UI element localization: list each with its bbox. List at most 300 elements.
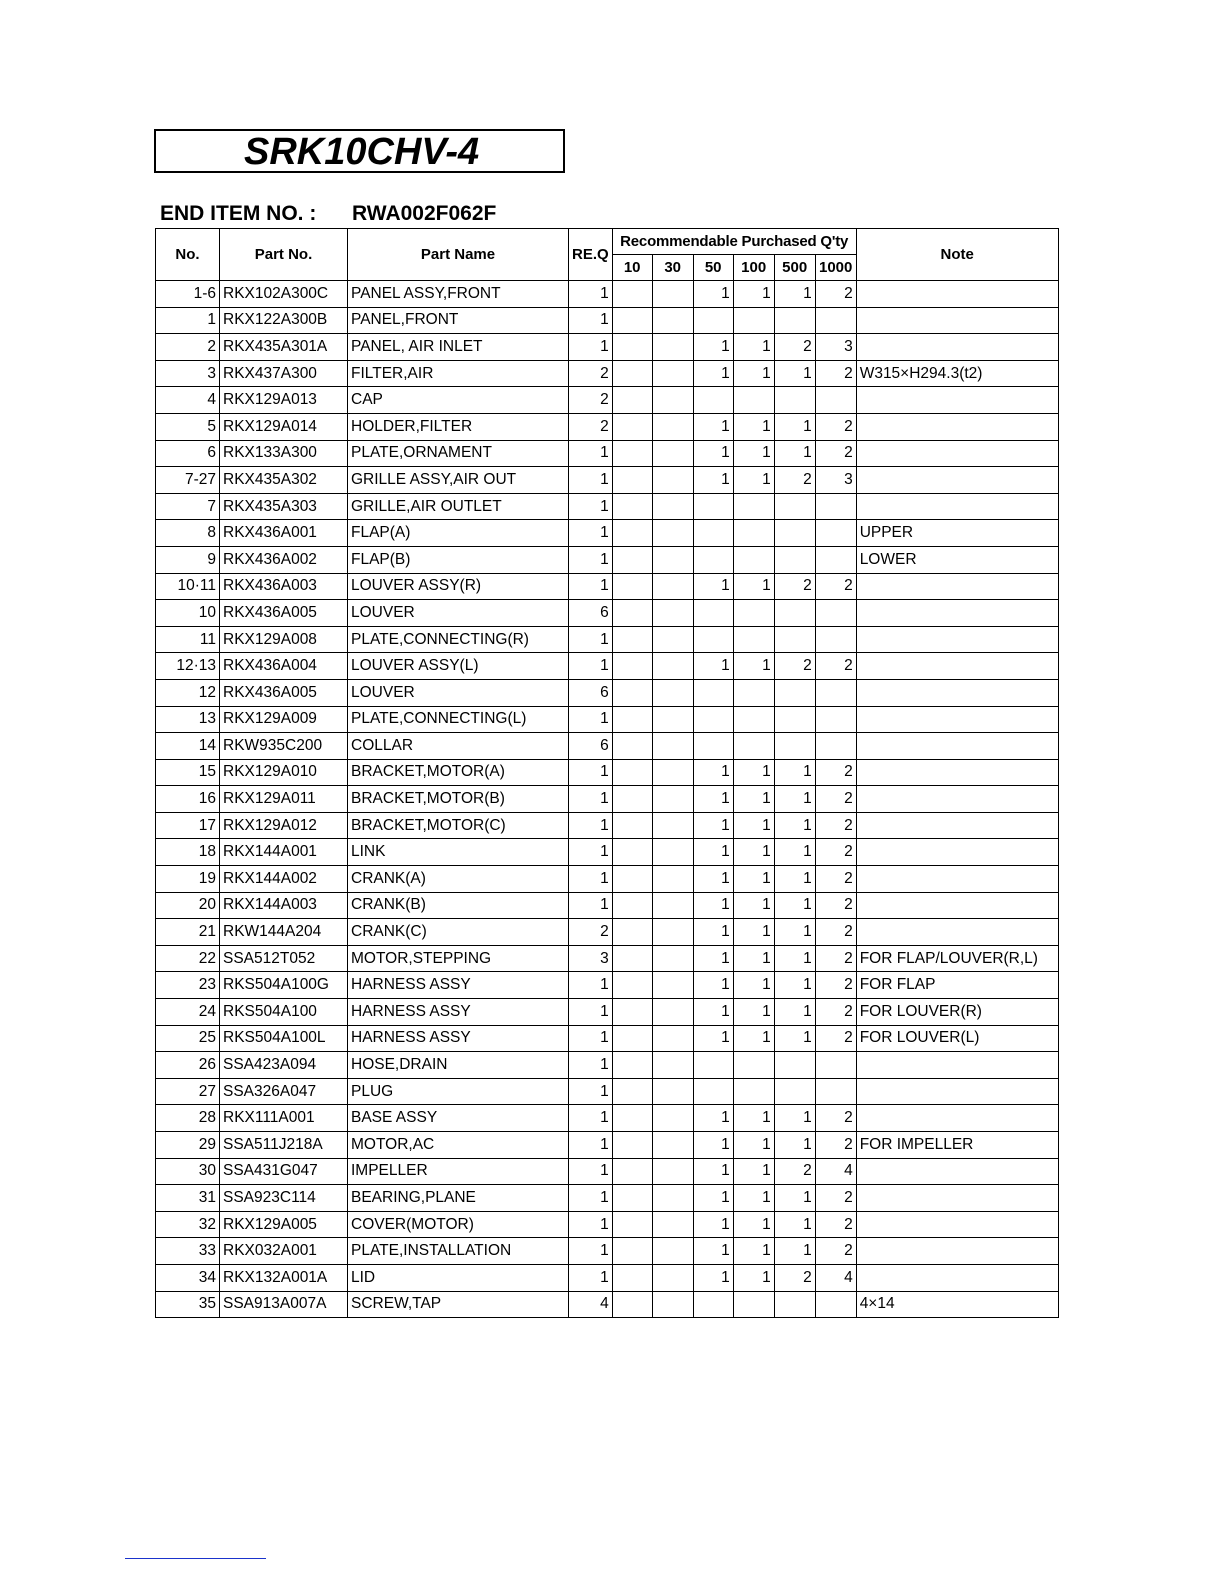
cell-qty-50: 1 [693,1264,733,1291]
table-row [156,281,1059,308]
cell-part-name: COLLAR [348,733,569,760]
cell-qty-10 [612,1238,652,1265]
cell-req: 1 [569,1185,613,1212]
cell-part-no: RKW935C200 [220,733,348,760]
table-row [156,626,1059,653]
cell-qty-100: 1 [733,1238,774,1265]
cell-qty-30 [652,1025,693,1052]
cell-qty-100: 1 [733,281,774,308]
cell-note [856,1105,1058,1132]
cell-part-name: PANEL,FRONT [348,307,569,334]
cell-qty-100 [733,520,774,547]
cell-qty-50: 1 [693,413,733,440]
cell-qty-500: 2 [774,467,815,494]
cell-part-no: RKX111A001 [220,1105,348,1132]
cell-qty-30 [652,866,693,893]
cell-part-name: HOSE,DRAIN [348,1052,569,1079]
cell-part-name: LOUVER [348,679,569,706]
cell-qty-10 [612,812,652,839]
cell-note [856,1158,1058,1185]
cell-qty-500: 1 [774,1132,815,1159]
cell-qty-100: 1 [733,413,774,440]
cell-no: 12 [156,679,220,706]
cell-note [856,307,1058,334]
cell-qty-30 [652,1211,693,1238]
cell-note [856,281,1058,308]
table-row [156,493,1059,520]
cell-note [856,759,1058,786]
cell-qty-10 [612,1105,652,1132]
cell-no: 16 [156,786,220,813]
cell-qty-1000: 2 [815,1211,856,1238]
cell-note [856,866,1058,893]
cell-no: 7 [156,493,220,520]
cell-qty-500 [774,520,815,547]
cell-part-no: SSA326A047 [220,1078,348,1105]
cell-qty-500: 1 [774,812,815,839]
cell-part-name: FILTER,AIR [348,360,569,387]
cell-part-no: RKS504A100G [220,972,348,999]
cell-qty-30 [652,387,693,414]
cell-qty-50: 1 [693,1211,733,1238]
table-row [156,733,1059,760]
end-item-value: RWA002F062F [352,202,497,225]
cell-note [856,679,1058,706]
cell-req: 1 [569,812,613,839]
cell-note: FOR FLAP [856,972,1058,999]
cell-qty-100: 1 [733,759,774,786]
cell-qty-500 [774,493,815,520]
cell-qty-10 [612,573,652,600]
cell-req: 1 [569,1238,613,1265]
cell-qty-500 [774,600,815,627]
cell-req: 1 [569,1158,613,1185]
table-row [156,360,1059,387]
cell-qty-1000 [815,706,856,733]
table-row [156,573,1059,600]
cell-req: 1 [569,307,613,334]
cell-req: 2 [569,919,613,946]
cell-no: 7-27 [156,467,220,494]
table-row [156,334,1059,361]
cell-note [856,493,1058,520]
table-row [156,467,1059,494]
cell-qty-100: 1 [733,892,774,919]
cell-part-name: PLATE,ORNAMENT [348,440,569,467]
cell-no: 6 [156,440,220,467]
cell-part-no: RKX132A001A [220,1264,348,1291]
cell-no: 1-6 [156,281,220,308]
cell-req: 1 [569,573,613,600]
cell-qty-500: 1 [774,866,815,893]
cell-qty-500 [774,387,815,414]
cell-req: 1 [569,866,613,893]
cell-req: 1 [569,892,613,919]
cell-part-name: IMPELLER [348,1158,569,1185]
cell-req: 1 [569,546,613,573]
cell-qty-1000 [815,600,856,627]
cell-qty-30 [652,573,693,600]
cell-part-no: RKX436A005 [220,679,348,706]
cell-qty-500: 1 [774,972,815,999]
cell-note [856,892,1058,919]
cell-qty-50: 1 [693,467,733,494]
cell-qty-30 [652,1291,693,1318]
cell-qty-10 [612,546,652,573]
cell-note [856,786,1058,813]
cell-part-no: RKX129A011 [220,786,348,813]
cell-qty-1000 [815,1052,856,1079]
cell-qty-10 [612,892,652,919]
cell-no: 20 [156,892,220,919]
cell-no: 23 [156,972,220,999]
cell-note [856,1211,1058,1238]
cell-part-no: RKX436A002 [220,546,348,573]
cell-req: 1 [569,440,613,467]
cell-qty-500: 2 [774,573,815,600]
cell-note [856,706,1058,733]
cell-qty-100: 1 [733,1264,774,1291]
table-row [156,1105,1059,1132]
cell-part-name: BEARING,PLANE [348,1185,569,1212]
cell-qty-10 [612,413,652,440]
cell-qty-1000: 2 [815,281,856,308]
cell-part-no: RKX032A001 [220,1238,348,1265]
header-qty-1000: 1000 [815,255,856,281]
cell-req: 1 [569,281,613,308]
cell-qty-500 [774,706,815,733]
cell-qty-100: 1 [733,440,774,467]
cell-part-no: RKS504A100 [220,999,348,1026]
cell-qty-10 [612,626,652,653]
cell-qty-500: 1 [774,1025,815,1052]
cell-qty-100: 1 [733,1158,774,1185]
cell-qty-10 [612,679,652,706]
cell-note: FOR FLAP/LOUVER(R,L) [856,945,1058,972]
model-title: SRK10CHV-4 [244,131,480,173]
cell-part-name: LOUVER ASSY(R) [348,573,569,600]
cell-qty-1000: 2 [815,1025,856,1052]
cell-no: 1 [156,307,220,334]
cell-note: FOR LOUVER(R) [856,999,1058,1026]
cell-qty-50: 1 [693,573,733,600]
cell-note [856,1078,1058,1105]
cell-qty-100: 1 [733,334,774,361]
cell-part-no: RKX144A003 [220,892,348,919]
cell-qty-30 [652,706,693,733]
cell-qty-30 [652,839,693,866]
cell-req: 1 [569,1132,613,1159]
cell-note [856,334,1058,361]
cell-req: 1 [569,1264,613,1291]
cell-no: 33 [156,1238,220,1265]
cell-note: FOR LOUVER(L) [856,1025,1058,1052]
cell-qty-10 [612,945,652,972]
cell-qty-30 [652,1264,693,1291]
table-row [156,653,1059,680]
cell-qty-50 [693,706,733,733]
cell-part-no: RKW144A204 [220,919,348,946]
cell-qty-50: 1 [693,334,733,361]
cell-qty-50 [693,387,733,414]
cell-qty-500: 2 [774,1264,815,1291]
cell-req: 1 [569,1078,613,1105]
cell-qty-10 [612,493,652,520]
cell-no: 2 [156,334,220,361]
cell-qty-500: 1 [774,919,815,946]
cell-part-name: GRILLE,AIR OUTLET [348,493,569,520]
cell-qty-500: 1 [774,1185,815,1212]
cell-qty-1000: 2 [815,759,856,786]
cell-qty-30 [652,1132,693,1159]
cell-qty-50: 1 [693,653,733,680]
cell-note: FOR IMPELLER [856,1132,1058,1159]
cell-qty-50: 1 [693,360,733,387]
cell-qty-500: 2 [774,334,815,361]
cell-part-no: RKX436A005 [220,600,348,627]
cell-qty-30 [652,600,693,627]
cell-qty-10 [612,706,652,733]
cell-part-no: RKX436A004 [220,653,348,680]
cell-no: 4 [156,387,220,414]
cell-qty-1000: 2 [815,1132,856,1159]
cell-qty-50: 1 [693,1105,733,1132]
cell-no: 3 [156,360,220,387]
cell-no: 31 [156,1185,220,1212]
cell-note [856,919,1058,946]
cell-req: 6 [569,600,613,627]
cell-qty-500 [774,626,815,653]
cell-qty-1000 [815,546,856,573]
cell-qty-100 [733,600,774,627]
cell-note [856,812,1058,839]
cell-qty-30 [652,626,693,653]
cell-no: 13 [156,706,220,733]
cell-qty-10 [612,600,652,627]
cell-qty-100 [733,733,774,760]
cell-qty-100: 1 [733,360,774,387]
cell-qty-100: 1 [733,945,774,972]
cell-qty-500: 2 [774,653,815,680]
cell-part-name: BRACKET,MOTOR(C) [348,812,569,839]
cell-qty-500: 1 [774,999,815,1026]
cell-no: 35 [156,1291,220,1318]
cell-qty-10 [612,334,652,361]
cell-no: 9 [156,546,220,573]
cell-qty-50: 1 [693,812,733,839]
cell-qty-10 [612,786,652,813]
cell-qty-100: 1 [733,573,774,600]
cell-qty-50 [693,1078,733,1105]
cell-part-no: RKX129A008 [220,626,348,653]
cell-part-no: RKX102A300C [220,281,348,308]
end-item-label: END ITEM NO. : [160,202,317,225]
table-row [156,786,1059,813]
cell-note [856,1238,1058,1265]
cell-qty-50 [693,1052,733,1079]
cell-qty-30 [652,892,693,919]
cell-qty-1000: 2 [815,653,856,680]
cell-req: 2 [569,360,613,387]
table-row [156,892,1059,919]
table-row [156,866,1059,893]
cell-qty-1000: 2 [815,413,856,440]
cell-qty-30 [652,919,693,946]
cell-qty-50: 1 [693,945,733,972]
table-row [156,706,1059,733]
cell-qty-30 [652,307,693,334]
cell-qty-100: 1 [733,786,774,813]
cell-qty-1000: 2 [815,945,856,972]
cell-qty-100 [733,1291,774,1318]
cell-qty-10 [612,919,652,946]
cell-no: 14 [156,733,220,760]
cell-qty-50 [693,520,733,547]
table-row [156,387,1059,414]
cell-note [856,413,1058,440]
cell-qty-30 [652,493,693,520]
cell-qty-30 [652,999,693,1026]
cell-req: 1 [569,786,613,813]
table-row [156,1211,1059,1238]
cell-qty-30 [652,972,693,999]
cell-qty-50: 1 [693,786,733,813]
cell-qty-500: 1 [774,360,815,387]
cell-qty-100 [733,679,774,706]
cell-qty-100: 1 [733,1132,774,1159]
cell-qty-30 [652,1078,693,1105]
cell-qty-1000 [815,387,856,414]
cell-qty-50: 1 [693,281,733,308]
cell-no: 29 [156,1132,220,1159]
cell-req: 1 [569,334,613,361]
cell-qty-10 [612,972,652,999]
cell-part-name: GRILLE ASSY,AIR OUT [348,467,569,494]
cell-no: 24 [156,999,220,1026]
cell-qty-500 [774,1291,815,1318]
cell-qty-10 [612,1025,652,1052]
cell-req: 1 [569,1105,613,1132]
cell-qty-30 [652,1105,693,1132]
cell-qty-100: 1 [733,839,774,866]
cell-qty-10 [612,1185,652,1212]
cell-req: 1 [569,1025,613,1052]
cell-no: 30 [156,1158,220,1185]
cell-qty-50: 1 [693,892,733,919]
cell-qty-30 [652,467,693,494]
cell-qty-30 [652,281,693,308]
cell-qty-1000 [815,679,856,706]
cell-req: 1 [569,972,613,999]
cell-no: 11 [156,626,220,653]
cell-qty-10 [612,307,652,334]
cell-req: 1 [569,653,613,680]
cell-qty-500: 1 [774,281,815,308]
table-row [156,546,1059,573]
cell-qty-30 [652,334,693,361]
cell-req: 1 [569,759,613,786]
cell-qty-100: 1 [733,972,774,999]
cell-qty-1000 [815,733,856,760]
table-row [156,999,1059,1026]
cell-qty-500: 1 [774,945,815,972]
table-row [156,1052,1059,1079]
table-row [156,945,1059,972]
cell-part-name: HARNESS ASSY [348,972,569,999]
cell-qty-100 [733,493,774,520]
table-row [156,1264,1059,1291]
cell-req: 1 [569,1211,613,1238]
cell-no: 19 [156,866,220,893]
cell-part-no: RKX435A301A [220,334,348,361]
cell-qty-1000: 2 [815,786,856,813]
cell-no: 5 [156,413,220,440]
cell-note [856,467,1058,494]
cell-qty-1000: 2 [815,972,856,999]
cell-part-no: RKX144A002 [220,866,348,893]
cell-part-name: LOUVER [348,600,569,627]
cell-part-no: RKS504A100L [220,1025,348,1052]
cell-note [856,839,1058,866]
cell-qty-500 [774,307,815,334]
cell-qty-10 [612,839,652,866]
cell-no: 25 [156,1025,220,1052]
table-row [156,679,1059,706]
cell-note: 4×14 [856,1291,1058,1318]
cell-qty-1000: 3 [815,467,856,494]
cell-qty-100: 1 [733,866,774,893]
cell-qty-30 [652,733,693,760]
cell-qty-1000: 2 [815,360,856,387]
footer-link-underline [125,1558,266,1559]
cell-qty-50: 1 [693,1025,733,1052]
cell-note [856,573,1058,600]
cell-qty-50: 1 [693,1132,733,1159]
cell-qty-10 [612,1211,652,1238]
cell-qty-30 [652,440,693,467]
cell-part-name: BASE ASSY [348,1105,569,1132]
cell-qty-50: 1 [693,440,733,467]
cell-no: 22 [156,945,220,972]
cell-part-name: CAP [348,387,569,414]
cell-qty-50: 1 [693,999,733,1026]
cell-part-name: FLAP(A) [348,520,569,547]
cell-qty-1000: 2 [815,812,856,839]
cell-qty-1000 [815,1078,856,1105]
cell-qty-50: 1 [693,759,733,786]
cell-qty-50: 1 [693,866,733,893]
cell-qty-1000: 2 [815,919,856,946]
cell-req: 2 [569,387,613,414]
cell-note: W315×H294.3(t2) [856,360,1058,387]
cell-qty-1000: 2 [815,440,856,467]
table-row [156,413,1059,440]
table-row [156,1078,1059,1105]
cell-qty-10 [612,733,652,760]
table-row [156,520,1059,547]
cell-qty-50: 1 [693,839,733,866]
cell-qty-50 [693,600,733,627]
header-qty-10: 10 [612,255,652,281]
cell-qty-10 [612,440,652,467]
cell-qty-10 [612,999,652,1026]
cell-qty-30 [652,653,693,680]
cell-req: 3 [569,945,613,972]
cell-qty-30 [652,945,693,972]
cell-qty-50 [693,546,733,573]
cell-qty-1000 [815,626,856,653]
cell-part-no: SSA923C114 [220,1185,348,1212]
